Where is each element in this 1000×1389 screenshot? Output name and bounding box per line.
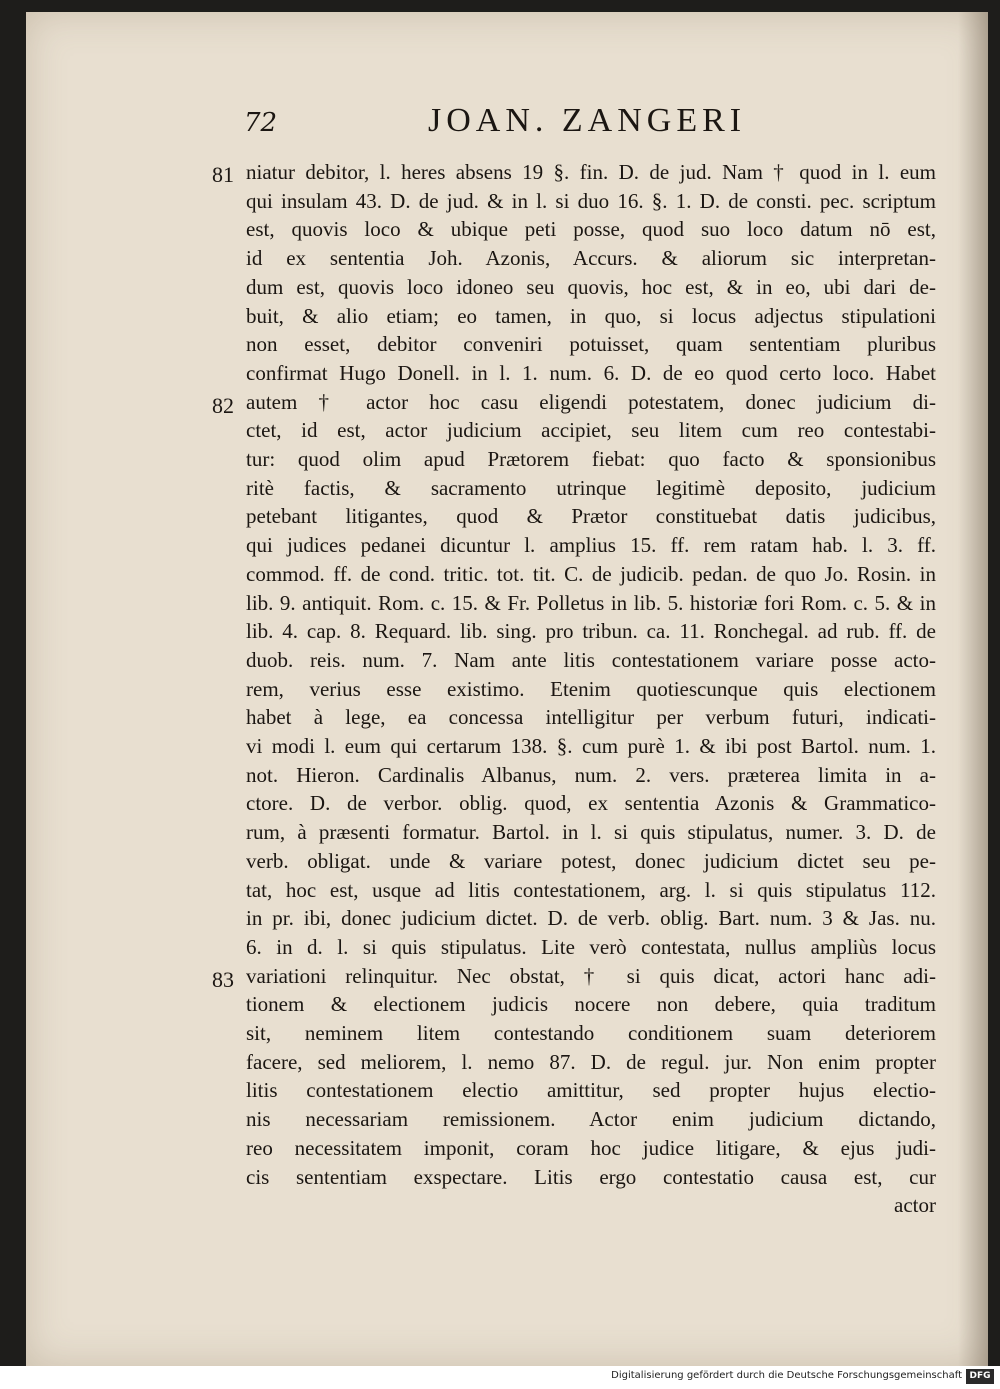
text-line: confirmat Hugo Donell. in l. 1. num. 6. D. de eo quod certo loco. Habet <box>246 360 936 385</box>
text-line: lib. 9. antiquit. Rom. c. 15. & Fr. Polletus in lib. 5. historiæ fori Rom. c. 5. & in <box>246 590 936 615</box>
text-line: verb. obligat. unde & variare potest, donec judicium dictet seu pe- <box>246 848 936 873</box>
text-line: actor <box>894 1193 936 1218</box>
text-line: buit, & alio etiam; eo tamen, in quo, si locus adjectus stipulationi <box>246 303 936 328</box>
text-line: niatur debitor, l. heres absens 19 §. fin. D. de jud. Nam † quod in l. eum <box>246 160 936 184</box>
dfg-logo-icon: DFG <box>966 1369 994 1384</box>
text-line: nis necessariam remissionem. Actor enim judicium dictando, <box>246 1107 936 1132</box>
text-line: litis contestationem electio amittitur, sed propter hujus electio- <box>246 1078 936 1103</box>
text-line: not. Hieron. Cardinalis Albanus, num. 2. vers. præterea limita in a- <box>246 762 936 787</box>
text-line: qui insulam 43. D. de jud. & in l. si duo 16. §. 1. D. de consti. pec. scriptum <box>246 188 936 213</box>
text-line: ritè factis, & sacramento utrinque legitimè deposito, judicium <box>246 475 936 500</box>
text-line: lib. 4. cap. 8. Requard. lib. sing. pro tribun. ca. 11. Ronchegal. ad rub. ff. de <box>246 619 936 644</box>
text-line: reo necessitatem imponit, coram hoc judice litigare, & ejus judi- <box>246 1135 936 1160</box>
text-line: id ex sententia Joh. Azonis, Accurs. & aliorum sic interpretan- <box>246 246 936 271</box>
text-line: rem, verius esse existimo. Etenim quotiescunque quis electionem <box>246 676 936 701</box>
text-line: tat, hoc est, usque ad litis contestationem, arg. l. si quis stipulatus 112. <box>246 877 936 902</box>
footer-credit: Digitalisierung gefördert durch die Deutsche Forschungsgemeinschaft <box>611 1370 962 1381</box>
text-line: qui judices pedanei dicuntur l. amplius 15. ff. rem ratam hab. l. 3. ff. <box>246 533 936 558</box>
text-line: est, quovis loco & ubique peti posse, quod suo loco datum nō est, <box>246 217 936 242</box>
text-line: 6. in d. l. si quis stipulatus. Lite verò contestata, nullus ampliùs locus <box>246 934 936 959</box>
margin-number-81: 81 <box>212 162 234 187</box>
margin-number-83: 83 <box>212 967 234 992</box>
text-line: tur: quod olim apud Prætorem fiebat: quo facto & sponsionibus <box>246 447 936 471</box>
text-line: petebant litigantes, quod & Prætor constituebat datis judicibus, <box>246 504 936 529</box>
page-number: 72 <box>244 108 278 138</box>
text-line: ctore. D. de verbor. oblig. quod, ex sententia Azonis & Grammatico- <box>246 791 936 816</box>
text-line: non esset, debitor conveniri potuisset, quam sententiam pluribus <box>246 332 936 357</box>
text-line: commod. ff. de cond. tritic. tot. tit. C. de judicib. pedan. de quo Jo. Rosin. in <box>246 561 936 586</box>
margin-number-82: 82 <box>212 393 234 418</box>
page-header <box>214 100 944 150</box>
text-line: in pr. ibi, donec judicium dictet. D. de verb. oblig. Bart. num. 3 & Jas. nu. <box>246 906 936 931</box>
text-line: autem † actor hoc casu eligendi potestatem, donec judicium di- <box>246 389 936 414</box>
footer-bar <box>0 1366 1000 1389</box>
text-line: duob. reis. num. 7. Nam ante litis contestationem variare posse acto- <box>246 647 936 672</box>
text-line: vi modi l. eum qui certarum 138. §. cum purè 1. & ibi post Bartol. num. 1. <box>246 734 936 758</box>
text-line: rum, à præsenti formatur. Bartol. in l. si quis stipulatus, numer. 3. D. de <box>246 820 936 845</box>
text-line: cis sententiam exspectare. Litis ergo contestatio causa est, cur <box>246 1164 936 1189</box>
text-line: dum est, quovis loco idoneo seu quovis, hoc est, & in eo, ubi dari de- <box>246 274 936 299</box>
text-line: tionem & electionem judicis nocere non debere, quia traditum <box>246 992 936 1017</box>
gutter-shadow <box>958 12 988 1366</box>
text-line: facere, sed meliorem, l. nemo 87. D. de regul. jur. Non enim propter <box>246 1049 936 1074</box>
text-line: ctet, id est, actor judicium accipiet, seu litem cum reo contestabi- <box>246 418 936 443</box>
text-line: variationi relinquitur. Nec obstat, † si quis dicat, actori hanc adi- <box>246 963 936 988</box>
text-line: habet à lege, ea concessa intelligitur per verbum futuri, indicati- <box>246 705 936 730</box>
running-head: JOAN. ZANGERI <box>428 102 747 139</box>
text-line: sit, neminem litem contestando conditionem suam deteriorem <box>246 1021 936 1045</box>
